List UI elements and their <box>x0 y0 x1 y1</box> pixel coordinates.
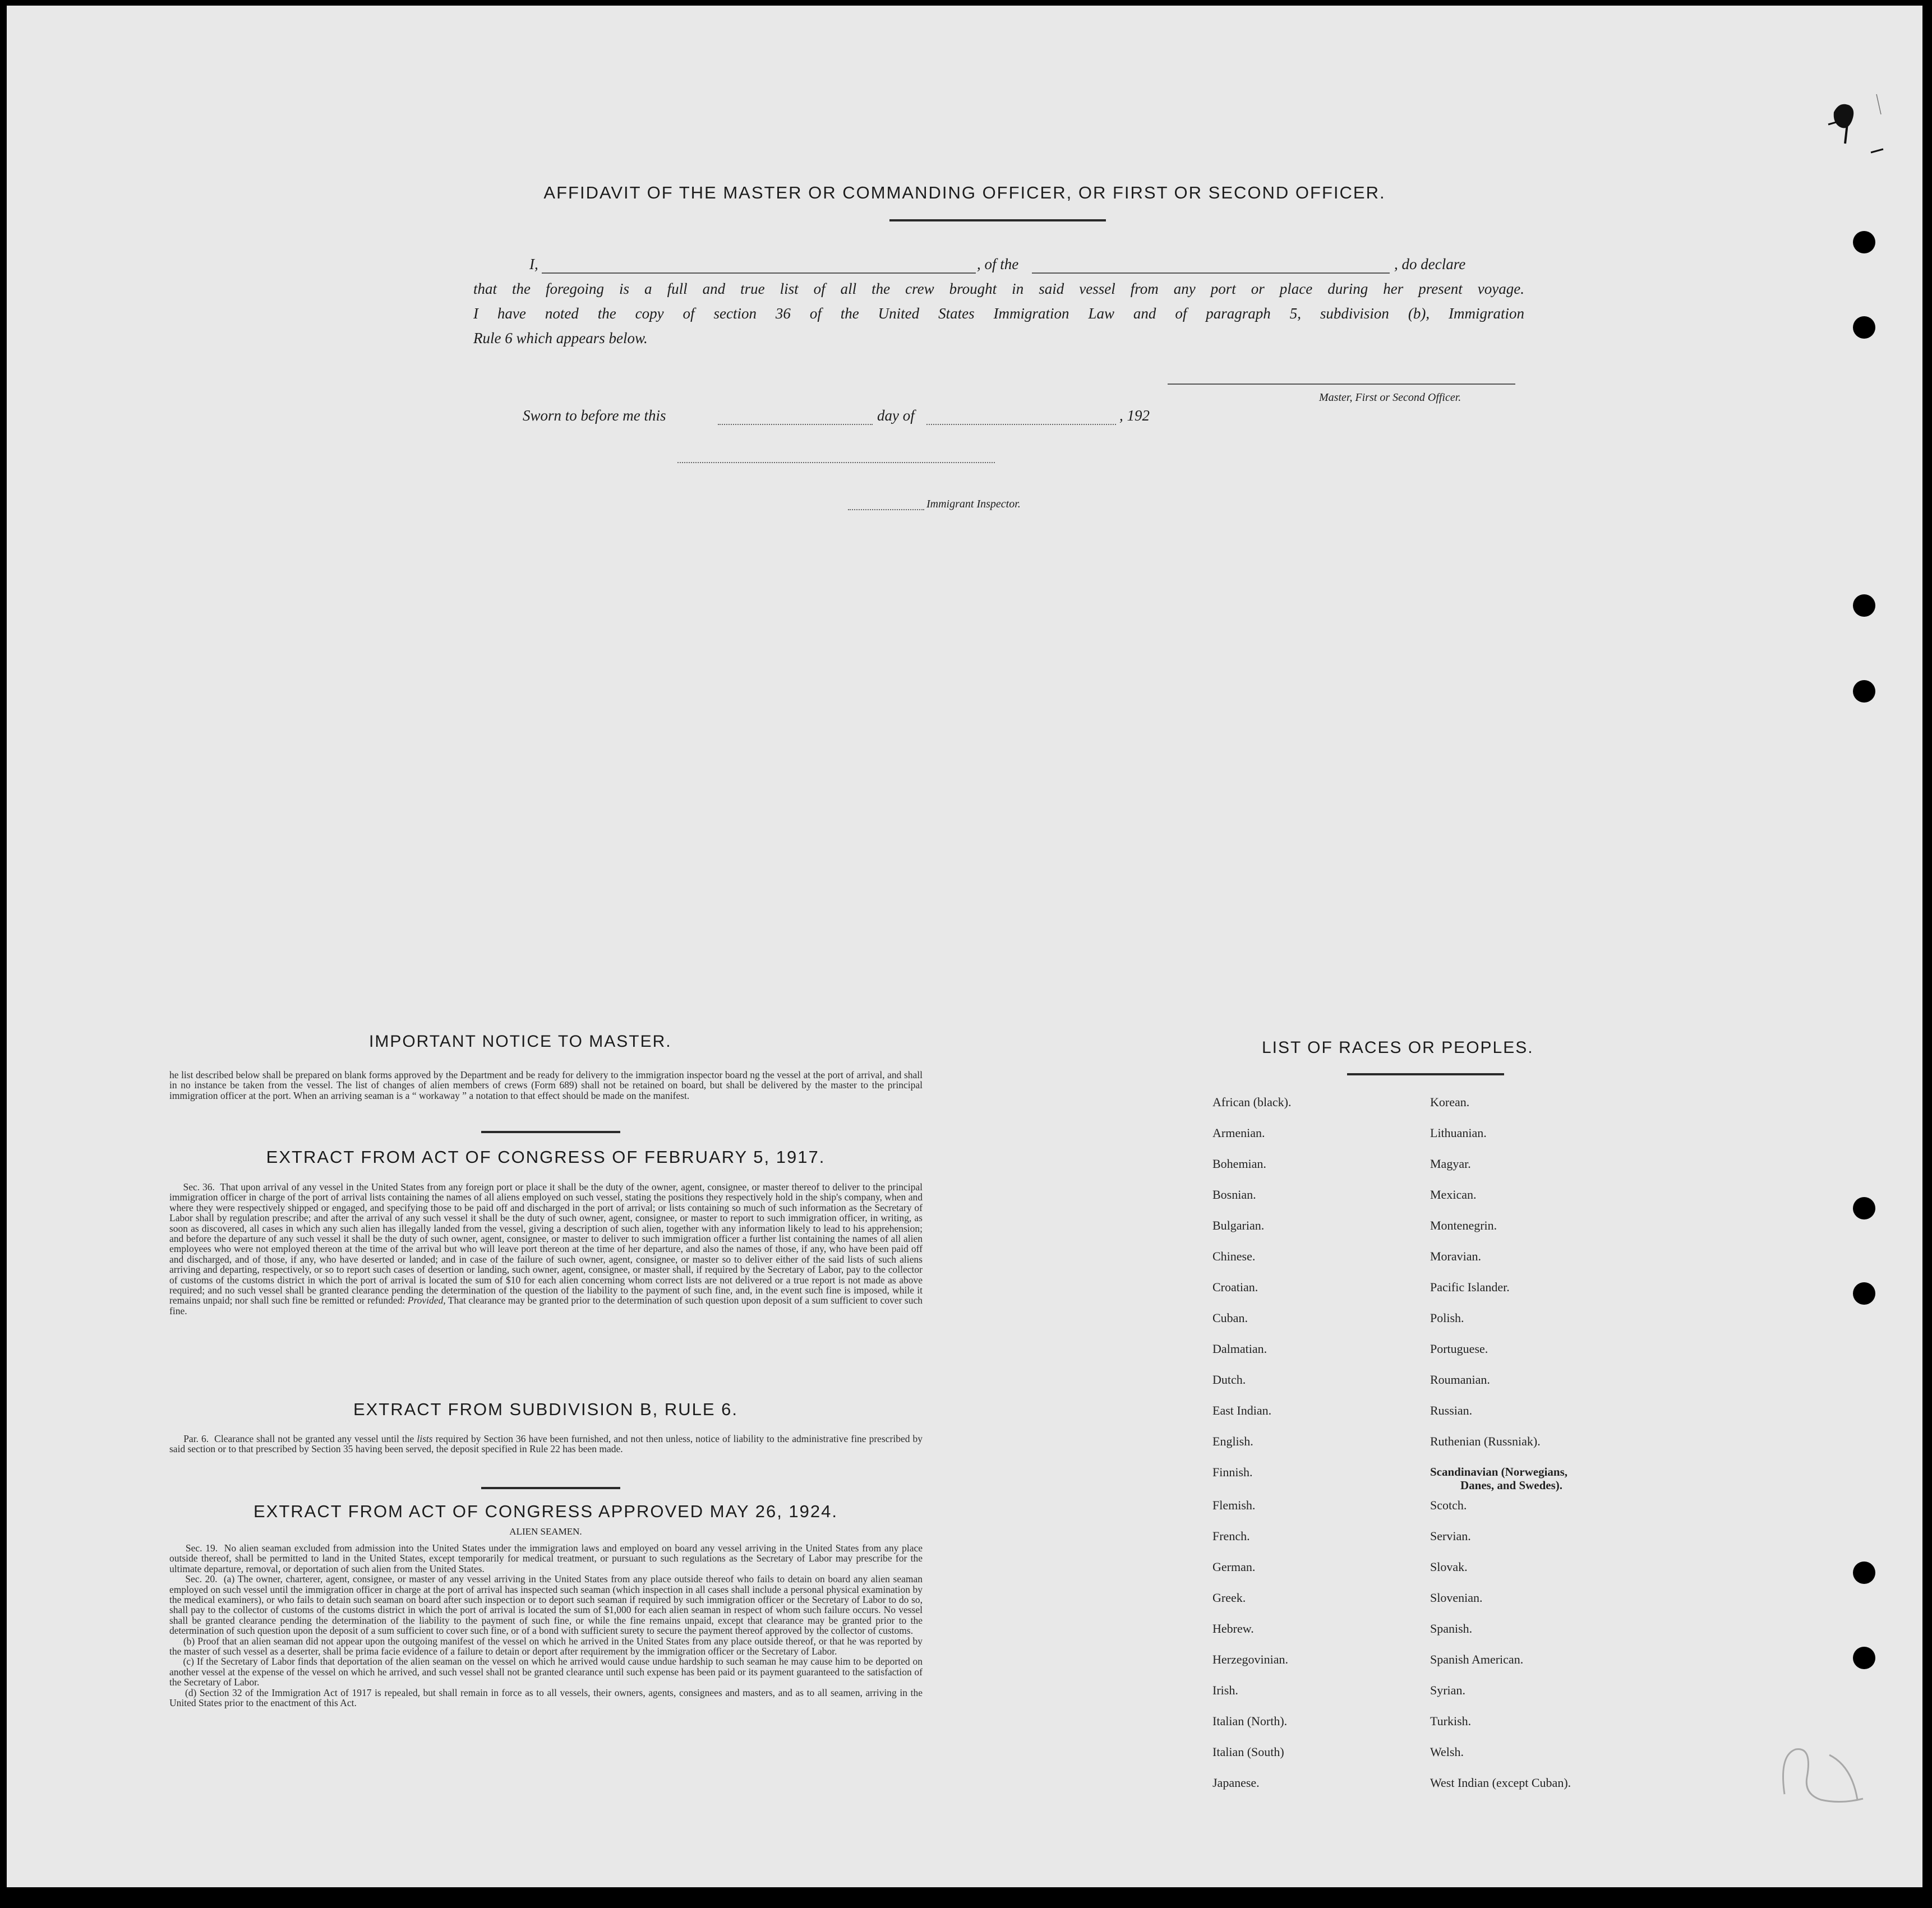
punch-hole <box>1853 231 1875 253</box>
year-text: , 192 <box>1119 407 1150 424</box>
race-item: Korean. <box>1430 1095 1470 1109</box>
vessel-blank <box>1032 272 1390 274</box>
affidavit-title: AFFIDAVIT OF THE MASTER OR COMMANDING OFFICER, OR FIRST OR SECOND OFFICER. <box>543 183 1386 202</box>
race-item: Irish. <box>1212 1683 1238 1697</box>
race-item: Mexican. <box>1430 1188 1477 1202</box>
inspector-label: Immigrant Inspector. <box>926 498 1021 510</box>
extract-1917-text <box>169 1182 923 1316</box>
race-item: French. <box>1212 1529 1250 1543</box>
proviso-text: That clearance may be granted prior to the determination of such question upon deposit of a sum sufficient to cover such fine. <box>169 1295 923 1316</box>
affidavit-line-4: Rule 6 which appears below. <box>473 330 648 347</box>
proviso-label: Provided, <box>407 1295 446 1306</box>
race-item: Slovenian. <box>1430 1591 1483 1605</box>
notice-rule <box>481 1131 620 1133</box>
race-item: Slovak. <box>1430 1560 1468 1574</box>
signature-label: Master, First or Second Officer. <box>1319 391 1461 404</box>
sec-19-text: No alien seaman excluded from admission into the United States under the immigration laws and employed on board any vessel arriving in the United States from any place outside thereof, shall be permitted to land in the United States, except temporarily for medical treatment, or pursuant to such regulations as the Secretary of Labor may prescribe for the ultimate departure, removal, or deportation of such alien from the United States. <box>169 1542 923 1574</box>
punch-hole <box>1853 594 1875 617</box>
rule6-rule <box>481 1487 620 1489</box>
race-item: Italian (South) <box>1212 1745 1284 1759</box>
race-item: Scandinavian (Norwegians, <box>1430 1465 1568 1479</box>
affidavit-line-3: I have noted the copy of section 36 of the United States Immigration Law and of paragraph 5, subdivision (b), Immigration <box>473 305 1524 322</box>
race-item: Hebrew. <box>1212 1621 1254 1636</box>
race-item: Armenian. <box>1212 1126 1265 1140</box>
race-item: Lithuanian. <box>1430 1126 1487 1140</box>
race-item: Russian. <box>1430 1403 1473 1417</box>
race-item: Japanese. <box>1212 1776 1260 1790</box>
race-item: Croatian. <box>1212 1280 1258 1294</box>
race-item: Ruthenian (Russniak). <box>1430 1434 1541 1448</box>
race-item: Dalmatian. <box>1212 1342 1267 1356</box>
race-item: Polish. <box>1430 1311 1464 1325</box>
race-item: English. <box>1212 1434 1253 1448</box>
race-item: Syrian. <box>1430 1683 1465 1697</box>
sec-20c-text: (c) If the Secretary of Labor finds that deportation of the alien seaman on the vessel on which he arrived would cause undue hardship to such seaman he may cause him to be deported on another vessel at the expense of the vessel on which he arrived, and such vessel shall not be granted clearance until such expense has been paid or its payment guaranteed to the satisfaction of the Secretary of Labor. <box>169 1656 923 1688</box>
race-item: Welsh. <box>1430 1745 1464 1759</box>
race-item: Flemish. <box>1212 1498 1256 1512</box>
race-item: Pacific Islander. <box>1430 1280 1510 1294</box>
inspector-signature-line <box>677 462 995 463</box>
pencil-mark <box>1768 1733 1880 1811</box>
extract-1924-text <box>169 1543 923 1708</box>
race-item: Bosnian. <box>1212 1188 1256 1202</box>
document-page <box>7 6 1922 1887</box>
race-item: Spanish. <box>1430 1621 1473 1636</box>
sec-20a-text: (a) The owner, charterer, agent, consignee, or master of any vessel arriving in the United States from any place outside thereof who fails to detain on board any alien seaman employed on such vessel until the immigration officer in charge at the port of arrival has inspected such seaman (which inspection in all cases shall include a personal physical examination by the medical examiners), or who fails to detain such seaman on board after such inspection or to deport such seaman if required by such immigration officer or the Secretary of Labor to do so, shall pay to the collector of customs of the customs district in which the port of arrival is located the sum of $1,000 for each alien seaman in respect of whom such failure occurs. No vessel shall be granted clearance pending the determination of the liability to the payment of such fine, or while the fine remains unpaid, except that clearance may be granted prior to the determination of such question upon the deposit of a sum sufficient to cover such fine, or of a bond with sufficient surety to secure the payment thereof approved by the collector of customs. <box>169 1573 923 1637</box>
races-title: LIST OF RACES OR PEOPLES. <box>1262 1038 1534 1057</box>
race-item: Cuban. <box>1212 1311 1248 1325</box>
affidavit-line-1 <box>526 256 1525 276</box>
sec-36-text: That upon arrival of any vessel in the United States from any foreign port or place it shall be the duty of the owner, agent, consignee, or master thereof to deliver to the principal immigration officer in charge of the port of arrival lists containing the names of all aliens employed on such vessel, stating the positions they respectively hold in the ship's company, when and where they were respectively shipped or engaged, and specifying those to be paid off and discharged in the port of arrival; or lists containing so much of such information as the Secretary of Labor shall by regulation prescribe; and after the arrival of any such vessel it shall be the duty of such owner, agent, consignee, or master to report to such immigration officer, in writing, as soon as discovered, all cases in which any such alien has illegally landed from the vessel, giving a description of such alien, together with any information likely to lead to his apprehension; and before the departure of any such vessel it shall be the duty of such owner, agent, consignee, or master to deliver to such immigration officer a further list containing the names of all alien employees who were not employed thereon at the time of the arrival but who will leave port thereon at the time of her departure, and also the names of those, if any, who have been paid off and discharged, and of those, if any, who have deserted or landed; and in case of the failure of such owner, agent, consignee, or master so to deliver either of the said lists of such aliens arriving and departing, respectively, or so to report such cases of desertion or landing, such owner, agent, consignee, or master shall, if required by the Secretary of Labor, pay to the collector of customs of the customs district in which the port of arrival is located the sum of $10 for each alien concerning whom correct lists are not delivered or a true report is not made as above required; and no such vessel shall be granted clearance pending the determination of the question of the liability to the payment of such fine, and, in the event such fine is imposed, while it remains unpaid; nor shall such fine be remitted or refunded: <box>169 1181 923 1306</box>
punch-hole <box>1853 1647 1875 1669</box>
race-item: Bohemian. <box>1212 1157 1266 1171</box>
punch-hole <box>1853 680 1875 703</box>
sworn-text: Sworn to before me this <box>523 407 666 424</box>
race-item: Chinese. <box>1212 1249 1256 1263</box>
race-item: Bulgarian. <box>1212 1218 1265 1232</box>
race-item: African (black). <box>1212 1095 1292 1109</box>
name-blank <box>542 272 976 274</box>
lists-word: lists <box>417 1433 433 1444</box>
race-item: Italian (North). <box>1212 1714 1288 1728</box>
extract-1924-title: EXTRACT FROM ACT OF CONGRESS APPROVED MAY 26, 1924. <box>253 1502 838 1521</box>
race-item: Greek. <box>1212 1591 1246 1605</box>
race-item: Spanish American. <box>1430 1652 1524 1666</box>
extract-rule6-title: EXTRACT FROM SUBDIVISION B, RULE 6. <box>353 1399 739 1419</box>
race-item: West Indian (except Cuban). <box>1430 1776 1571 1790</box>
sworn-line <box>523 407 1173 427</box>
punch-hole <box>1853 1561 1875 1584</box>
ink-blot-mark <box>1823 90 1890 163</box>
race-scandinavian-continued: Danes, and Swedes). <box>1460 1479 1563 1492</box>
race-item: Dutch. <box>1212 1373 1246 1387</box>
punch-hole <box>1853 1197 1875 1219</box>
notice-text: he list described below shall be prepared on blank forms approved by the Department and be ready for delivery to the immigration inspector board ng the vessel at the port of arrival, and shall in no instance be taken from the vessel. The list of changes of alien members of crews (Form 689) shall not be retained on board, but shall be delivered by the master to the principal immigration officer at the port. When an arriving seaman is a “ workaway ” a notation to that effect should be made on the manifest. <box>169 1069 923 1101</box>
races-title-rule <box>1347 1073 1504 1075</box>
affidavit-line-2: that the foregoing is a full and true list of all the crew brought in said vessel from any port or place during her present voyage. <box>473 280 1524 297</box>
inspector-line <box>848 497 1061 514</box>
affidavit-declare-text: , do declare <box>1394 256 1466 272</box>
race-item: Finnish. <box>1212 1465 1253 1479</box>
race-item: Servian. <box>1430 1529 1471 1543</box>
sec-20d-text: (d) Section 32 of the Immigration Act of 1917 is repealed, but shall remain in force as to all vessels, their owners, agents, consignees and masters, and as to all seamen, arriving in the United States prior to the enactment of this Act. <box>169 1687 923 1709</box>
sec-19-label: Sec. 19. <box>185 1542 218 1554</box>
affidavit-of-the-text: , of the <box>977 256 1019 272</box>
race-item: Herzegovinian. <box>1212 1652 1288 1666</box>
day-blank <box>718 424 873 425</box>
punch-hole <box>1853 316 1875 339</box>
race-item: Scotch. <box>1430 1498 1467 1512</box>
race-item: Portuguese. <box>1430 1342 1488 1356</box>
race-item: Moravian. <box>1430 1249 1482 1263</box>
race-item: East Indian. <box>1212 1403 1272 1417</box>
race-item: German. <box>1212 1560 1256 1574</box>
extract-1917-title: EXTRACT FROM ACT OF CONGRESS OF FEBRUARY 5, 1917. <box>266 1147 826 1167</box>
notice-title: IMPORTANT NOTICE TO MASTER. <box>369 1032 672 1051</box>
race-item: Montenegrin. <box>1430 1218 1497 1232</box>
race-item: Roumanian. <box>1430 1373 1490 1387</box>
race-item: Turkish. <box>1430 1714 1472 1728</box>
race-item: Magyar. <box>1430 1157 1471 1171</box>
par-6-text-a: Clearance shall not be granted any vessel until the <box>214 1433 414 1444</box>
sec-20-label: Sec. 20. <box>185 1573 218 1585</box>
month-blank <box>926 424 1116 425</box>
day-of-text: day of <box>877 407 915 424</box>
sec-20b-text: (b) Proof that an alien seaman did not appear upon the outgoing manifest of the vessel on which he arrived in the United States from any place outside thereof, or that he was reported by the master of such vessel as a deserter, shall be prima facie evidence of a failure to detain or deport after requirement by the immigration officer or the Secretary of Labor. <box>169 1635 923 1657</box>
inspector-name-blank <box>848 509 924 510</box>
par-6-text-b: required by Section 36 have been furnished, and not then unless, notice of liability to the administrative fine prescribed by said section or to that prescribed by Section 35 having been served, the deposit specified in Rule 22 has been made. <box>169 1433 923 1455</box>
extract-rule6-text <box>169 1434 923 1454</box>
sec-36-label: Sec. 36. <box>183 1181 215 1193</box>
punch-hole <box>1853 1282 1875 1305</box>
affidavit-i-text: I, <box>529 256 538 272</box>
par-6-label: Par. 6. <box>183 1433 209 1444</box>
signature-line <box>1168 384 1515 385</box>
affidavit-title-rule <box>889 219 1106 221</box>
alien-seamen-subtitle: ALIEN SEAMEN. <box>509 1526 582 1537</box>
